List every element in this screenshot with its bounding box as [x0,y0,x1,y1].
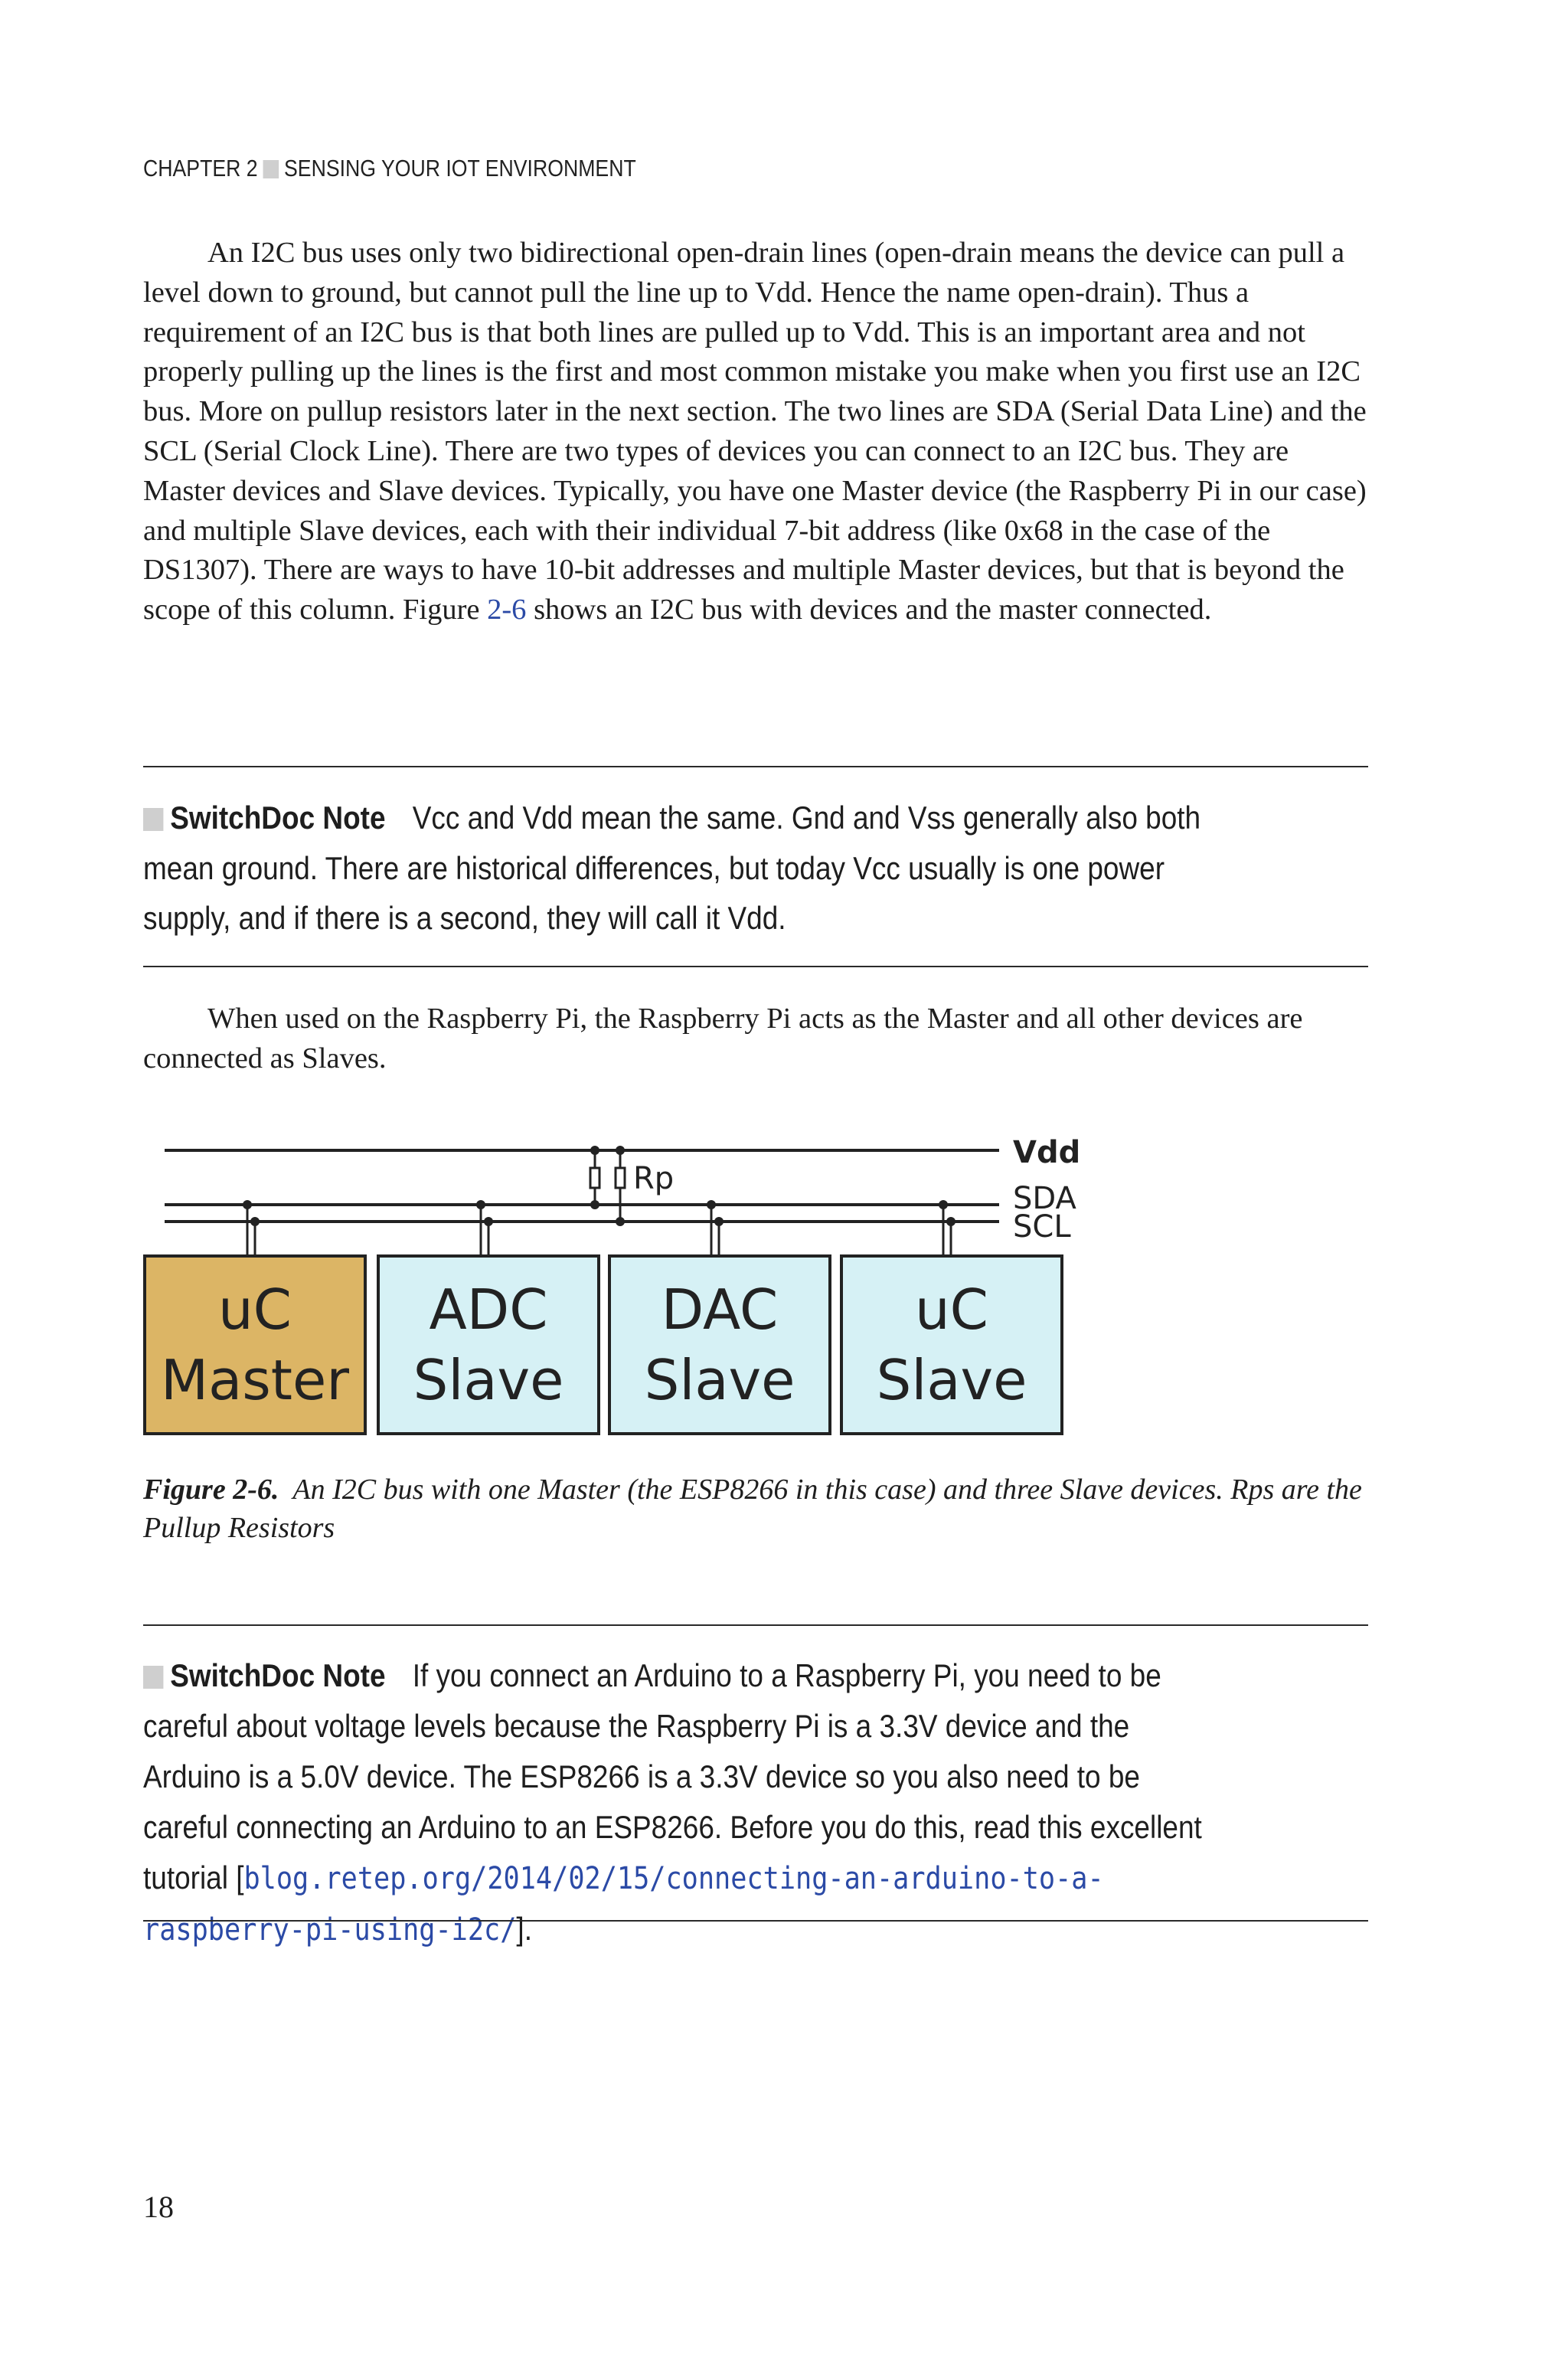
device-box-3 [841,1256,1062,1434]
note-text: Vcc and Vdd mean the same. Gnd and Vss generally also both mean ground. There are historical differences, but today Vcc usually is one power supply, and if there is a second, they will call it Vdd. [143,800,1201,936]
square-bullet-icon [143,808,163,831]
sda-label: SDA [1013,1181,1076,1216]
note-text: If you connect an Arduino to a Raspberry Pi, you need to be careful about voltage levels because the Raspberry Pi is a 3.3V device and the Arduino is a 5.0V device. The ESP8266 is a 3.3V device so you also need to be careful connecting an Arduino to an ESP8266. Before you do this, read this excellent tutorial [ [143,1657,1202,1896]
switchdoc-note-2 [143,1650,1221,1955]
rp-label: Rp [633,1161,675,1196]
paragraph-text-end: shows an I2C bus with devices and the master connected. [526,594,1212,626]
figure-2-6-link[interactable]: 2-6 [487,594,527,626]
note-closing: ]. [516,1911,532,1947]
device-role-label: Slave [644,1348,795,1412]
note-title: SwitchDoc Note [170,800,386,836]
i2c-bus-figure [142,1133,1106,1458]
note-divider-top [143,766,1368,767]
device-role-label: Master [161,1348,349,1412]
chapter-label: CHAPTER 2 [143,155,258,182]
device-role-label: Slave [413,1348,564,1412]
paragraph-text: When used on the Raspberry Pi, the Raspberry Pi acts as the Master and all other devices are connected as Slaves. [143,1003,1303,1075]
note-title: SwitchDoc Note [170,1657,386,1693]
figure-caption [143,1470,1383,1547]
caption-label: Figure 2-6. [143,1474,279,1506]
running-header [143,155,636,182]
device-type-label: uC [218,1277,292,1342]
device-type-label: uC [915,1277,988,1342]
vdd-label: Vdd [1013,1135,1081,1170]
note-divider-top [143,1624,1368,1626]
device-box-1 [378,1256,599,1434]
device-role-label: Slave [876,1348,1027,1412]
scl-label: SCL [1013,1209,1071,1245]
note-divider-bottom [143,1920,1368,1922]
switchdoc-note-1 [143,793,1221,944]
page-number: 18 [143,2190,174,2224]
square-bullet-icon [143,1666,163,1689]
i2c-bus-diagram [142,1133,1106,1455]
device-box-0 [145,1256,365,1434]
paragraph-text: An I2C bus uses only two bidirectional open-drain lines (open-drain means the device can pull a level down to ground, but cannot pull the line up to Vdd. Hence the name open-drain). Thus a requirement of an I2C bus is that both lines are pulled up to Vdd. This is an important area and not properly pulling up the lines is the first and most common mistake you make when you first use an I2C bus. More on pullup resistors later in the next section. The two lines are SDA (Serial Data Line) and the SCL (Serial Clock Line). There are two types of devices you can connect to an I2C bus. They are Master devices and Slave devices. Typically, you have one Master device (the Raspberry Pi in our case) and multiple Slave devices, each with their individual 7-bit address (like 0x68 in the case of the DS1307). There are ways to have 10-bit addresses and multiple Master devices, but that is beyond the scope of this column. Figure [143,237,1367,626]
tutorial-url-link[interactable]: blog.retep.org/2014/02/15/connecting-an-arduino-to-a-raspberry-pi-using-i2c/ [143,1861,1104,1948]
square-bullet-icon [263,160,279,178]
device-type-label: DAC [661,1277,779,1342]
device-type-label: ADC [429,1277,548,1342]
note-divider-bottom [143,966,1368,967]
paragraph-raspberry-master [143,999,1368,1079]
paragraph-i2c-bus [143,234,1368,630]
pullup-resistor-sda [590,1168,599,1188]
caption-text: An I2C bus with one Master (the ESP8266 in this case) and three Slave devices. Rps are the Pullup Resistors [143,1474,1362,1544]
pullup-resistor-scl [616,1168,625,1188]
device-box-2 [609,1256,830,1434]
chapter-title: SENSING YOUR IOT ENVIRONMENT [284,155,636,182]
